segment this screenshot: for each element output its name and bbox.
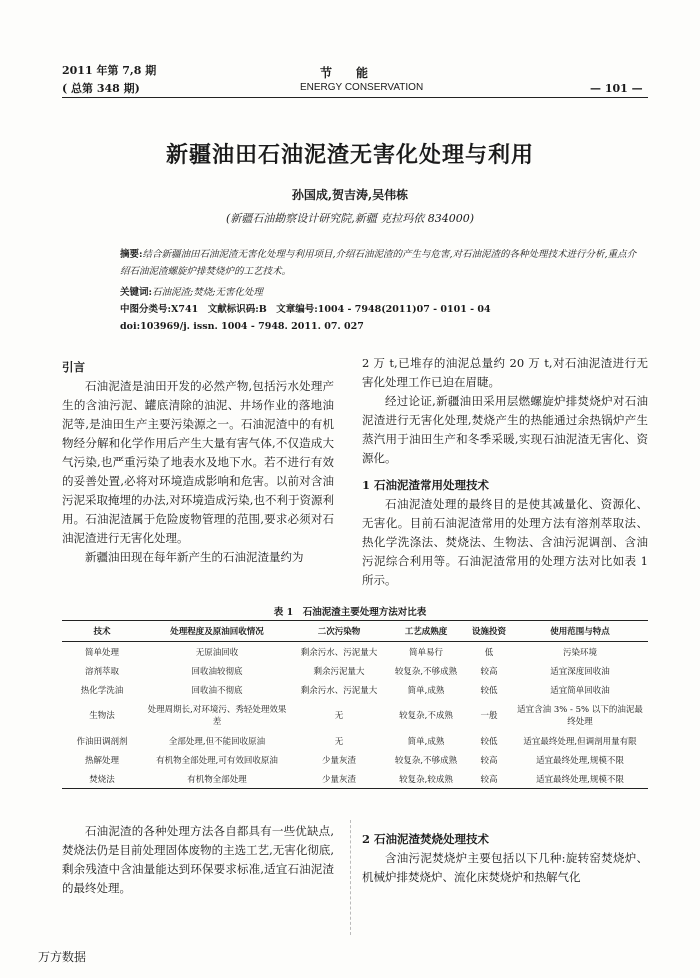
table-cell: 简单处理 [84, 647, 119, 658]
affiliation: (新疆石油勘察设计研究院,新疆 克拉玛依 834000) [225, 212, 475, 225]
table-cell: 较复杂,不成熟 [399, 711, 453, 721]
table-cell: 无原油回收 [195, 647, 239, 658]
table-cell: 焚烧法 [62, 769, 142, 789]
classification: 中图分类号:X741 文献标识码:B 文章编号:1004 - 7948(2011)07 - 0101 - 04 [120, 304, 491, 315]
bottom-left-column [62, 822, 334, 898]
table-cell: 无 [334, 736, 344, 747]
col-header: 设施投资 [466, 621, 512, 642]
table-cell: 回收油较彻底 [191, 666, 243, 677]
table-cell: 无 [334, 711, 344, 721]
issue-number: 2011 年第 7,8 期 [62, 64, 157, 77]
article-title: 新疆油田石油泥渣无害化处理与利用 [165, 142, 534, 168]
col-header: 处理程度及原油回收情况 [142, 621, 292, 642]
watermark: 万方数据 [38, 950, 87, 964]
table-cell: 少量灰渣 [292, 769, 386, 789]
section-2-heading: 2 石油泥渣焚烧处理技术 [362, 832, 490, 846]
table-cell: 较低 [480, 736, 498, 747]
table-cell: 适宜含油 3% - 5% 以下的油泥最终处理 [517, 705, 643, 727]
col-header: 二次污染物 [292, 621, 386, 642]
table-cell: 简单,成熟 [407, 736, 445, 747]
bottom-right-column [362, 830, 648, 887]
table-cell: 较高 [466, 769, 512, 789]
table-row [62, 699, 648, 731]
col-header: 技术 [62, 621, 142, 642]
table-cell: 一般 [480, 711, 498, 721]
table-cell: 溶剂萃取 [84, 666, 119, 677]
right-paragraph-2: 经过论证,新疆油田采用层燃螺旋炉排焚烧炉对石油泥渣进行无害化处理,焚烧产生的热能通过余热锅炉产生蒸汽用于油田生产和冬季采暖,实现石油泥渣无害化、资源化。 [362, 394, 648, 465]
column-divider [350, 820, 352, 935]
left-column [62, 358, 334, 567]
table-cell: 适宜深度回收油 [550, 666, 610, 677]
doi: doi:103969/j. issn. 1004 - 7948. 2011. 07. 027 [120, 321, 364, 332]
table-cell: 适宜简单回收油 [550, 685, 610, 696]
right-paragraph-1: 2 万 t,已堆存的油泥总量约 20 万 t,对石油泥渣进行无害化处理工作已迫在眉睫。 [362, 356, 648, 389]
table-cell: 简单,成熟 [407, 685, 445, 696]
table-cell: 有机物全部处理 [142, 769, 292, 789]
keywords-text: 石油泥渣;焚烧;无害化处理 [152, 287, 263, 298]
table-cell: 有机物全部处理,可有效回收原油 [156, 755, 278, 766]
table-cell: 处理周期长,对环境污、秀轻处理效果差 [147, 705, 287, 727]
right-column [362, 354, 648, 590]
table-row [62, 642, 648, 662]
page-number: — 101 — [590, 82, 643, 95]
authors: 孙国成,贺吉涛,吴伟栋 [291, 188, 409, 202]
abstract-block [120, 246, 640, 280]
total-issue: ( 总第 348 期) [62, 82, 140, 95]
table-cell: 剩余污水、污泥量大 [300, 685, 378, 696]
table-cell: 较复杂,不够成熟 [394, 755, 458, 766]
journal-title-en: ENERGY CONSERVATION [300, 82, 424, 93]
table-cell: 回收油不彻底 [191, 685, 243, 696]
abstract-label: 摘要: [120, 249, 143, 260]
table-cell: 适宜最终处理,规模不限 [536, 755, 624, 766]
table-cell: 较高 [480, 755, 498, 766]
table-cell: 生物法 [89, 711, 115, 721]
table-cell: 较低 [480, 685, 498, 696]
table-row [62, 661, 648, 680]
intro-paragraph-2: 新疆油田现在每年新产生的石油泥渣量约为 [85, 550, 304, 564]
right-paragraph-3: 石油泥渣处理的最终目的是使其减量化、资源化、无害化。目前石油泥渣常用的处理方法有溶剂萃取法、热化学洗涤法、焚烧法、生物法、含油污泥调剖、含油污泥综合利用等。石油泥渣常用的处理方法对比如表 1 所示。 [362, 497, 648, 587]
abstract-text: 结合新疆油田石油泥渣无害化处理与利用项目,介绍石油泥渣的产生与危害,对石油泥渣的各种处理技术进行分析,重点介绍石油泥渣螺旋炉排焚烧炉的工艺技术。 [120, 249, 637, 277]
table-cell: 较高 [480, 666, 498, 677]
table-row [62, 769, 648, 789]
table-cell: 剩余污水、污泥量大 [300, 647, 378, 658]
keywords-block [120, 284, 640, 301]
table-cell: 适宜最终处理,规模不限 [512, 769, 648, 789]
intro-paragraph-1: 石油泥渣是油田开发的必然产物,包括污水处理产生的含油污泥、罐底清除的油泥、井场作业的落地油泥等,是油田生产主要污染源之一。石油泥渣中的有机物经分解和化学作用后产生大量有害气体,不仅造成大气污染,也严重污染了地表水及地下水。若不进行有效的妥善处置,必将对环境造成影响和危害。以前对含油污泥采取掩埋的办法,对环境造成污染,也不利于资源利用。石油泥渣属于危险废物管理的范围,要求必须对石油泥渣进行无害化处理。 [62, 379, 334, 545]
col-header: 使用范围与特点 [512, 621, 648, 642]
table-header-row [62, 621, 648, 642]
table-cell: 热化学洗油 [80, 685, 124, 696]
table-cell: 作油田调剖剂 [76, 736, 128, 747]
journal-title-cn: 节 能 [320, 66, 369, 80]
table-cell: 全部处理,但不能回收原油 [168, 736, 266, 747]
keywords-label: 关键词: [120, 287, 153, 298]
table-cell: 污染环境 [562, 647, 597, 658]
table-cell: 较复杂,不够成熟 [394, 666, 458, 677]
table-cell: 较复杂,较成熟 [386, 769, 466, 789]
comparison-table [62, 620, 648, 789]
header-rule [62, 97, 648, 98]
table-cell: 低 [484, 647, 494, 658]
bottom-right-paragraph: 含油污泥焚烧炉主要包括以下几种:旋转窑焚烧炉、机械炉排焚烧炉、流化床焚烧炉和热解气化 [362, 851, 648, 884]
table-caption: 表 1 石油泥渣主要处理方法对比表 [273, 607, 427, 618]
table-cell: 热解处理 [84, 755, 119, 766]
bottom-left-paragraph: 石油泥渣的各种处理方法各自都具有一些优缺点,焚烧法仍是目前处理固体废物的主选工艺,无害化彻底,剩余残渣中含油量能达到环保要求标准,适宜石油泥渣的最终处理。 [62, 824, 334, 895]
table-row [62, 750, 648, 769]
table-cell: 适宜最终处理,但调剖用量有限 [523, 736, 637, 747]
table-cell: 少量灰渣 [321, 755, 356, 766]
intro-heading: 引言 [62, 360, 85, 374]
table-cell: 剩余污泥量大 [313, 666, 365, 677]
table-row [62, 680, 648, 699]
table-cell: 简单易行 [408, 647, 443, 658]
section-1-heading: 1 石油泥渣常用处理技术 [362, 478, 490, 492]
table-row [62, 731, 648, 750]
col-header: 工艺成熟度 [386, 621, 466, 642]
